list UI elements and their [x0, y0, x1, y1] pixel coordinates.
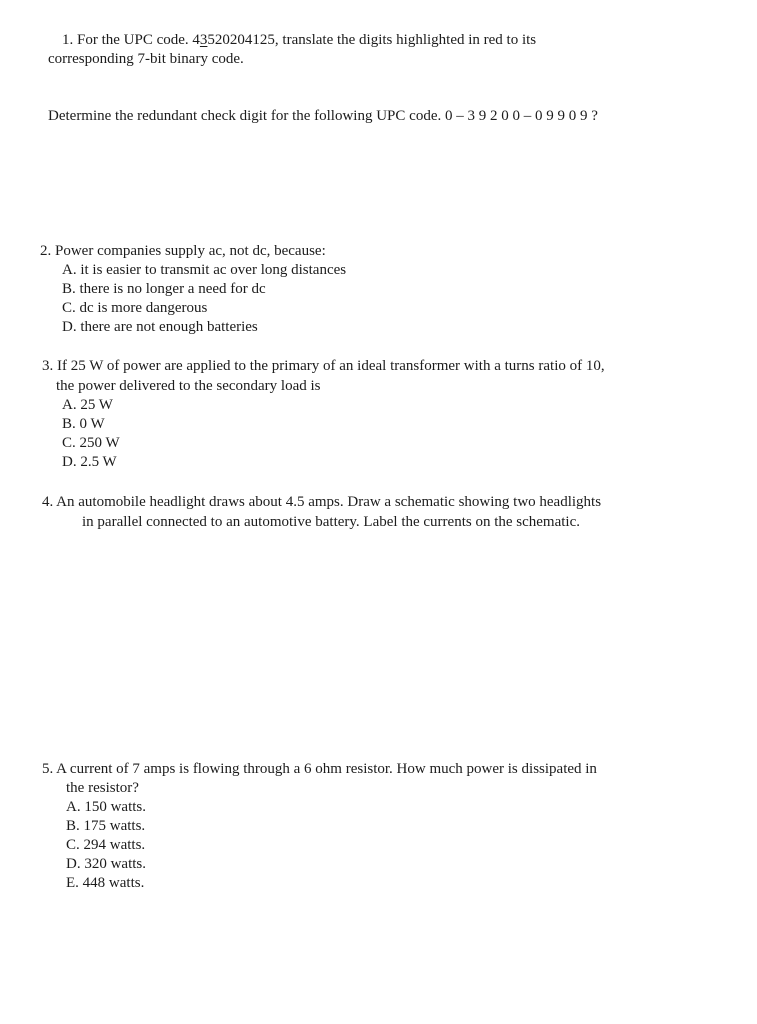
- q1-check-digit-prompt: Determine the redundant check digit for the following UPC code. 0 – 3 9 2 0 0 – 0 9 9 0 9 ?: [48, 108, 598, 124]
- q3-stem-line1: 3. If 25 W of power are applied to the primary of an ideal transformer with a turns ratio of 10,: [42, 358, 605, 374]
- q1-code-middle: 520204125: [207, 32, 275, 48]
- q5-option-a: A. 150 watts.: [66, 799, 146, 815]
- q5-option-e: E. 448 watts.: [66, 875, 145, 891]
- q1-line2: corresponding 7-bit binary code.: [48, 51, 244, 67]
- q2-option-b: B. there is no longer a need for dc: [62, 281, 266, 297]
- q5-option-b: B. 175 watts.: [66, 818, 146, 834]
- q5-option-d: D. 320 watts.: [66, 856, 146, 872]
- q3-option-a: A. 25 W: [62, 397, 113, 413]
- q1-line1-end: , translate the digits highlighted in red to its: [274, 32, 537, 48]
- q5-stem-line2: the resistor?: [66, 780, 139, 796]
- q3-option-b: B. 0 W: [62, 416, 105, 432]
- q2-option-c: C. dc is more dangerous: [62, 300, 208, 316]
- q4-stem-line1: 4. An automobile headlight draws about 4.5 amps. Draw a schematic showing two headlights: [42, 494, 602, 510]
- q3-stem-line2: the power delivered to the secondary load is: [56, 378, 321, 394]
- q4-stem-line2: in parallel connected to an automotive battery. Label the currents on the schematic.: [82, 514, 580, 530]
- q3-option-d: D. 2.5 W: [62, 454, 117, 470]
- q5-stem-line1: 5. A current of 7 amps is flowing through a 6 ohm resistor. How much power is dissipated in: [42, 761, 597, 777]
- q2-option-d: D. there are not enough batteries: [62, 319, 258, 335]
- q1-highlighted-digit-1: 3: [199, 32, 208, 48]
- q5-option-c: C. 294 watts.: [66, 837, 146, 853]
- q1-line1-prefix: 1. For the UPC code. 4: [62, 32, 200, 48]
- q3-option-c: C. 250 W: [62, 435, 120, 451]
- q1-line1: [62, 31, 536, 49]
- q2-stem: 2. Power companies supply ac, not dc, because:: [40, 243, 326, 259]
- q2-option-a: A. it is easier to transmit ac over long distances: [62, 262, 347, 278]
